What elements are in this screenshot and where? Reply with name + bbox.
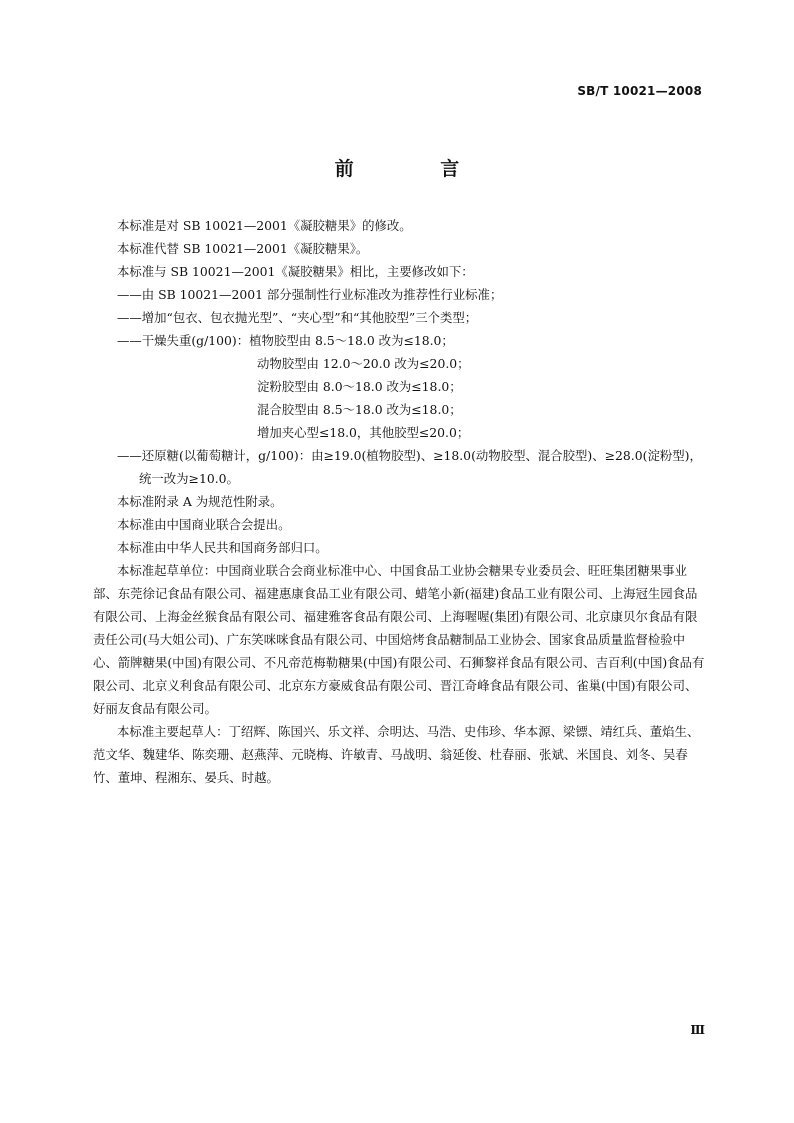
paragraph-administered-by: 本标准由中华人民共和国商务部归口。 — [117, 540, 328, 555]
change-item-1: ——由 SB 10021—2001 部分强制性行业标准改为推荐性行业标准； — [117, 287, 503, 302]
paragraph-replaces: 本标准代替 SB 10021—2001《凝胶糖果》。 — [117, 241, 369, 256]
change-item-3: ——干燥失重(g/100)：植物胶型由 8.5～18.0 改为≤18.0； — [117, 333, 454, 348]
paragraph-appendix: 本标准附录 A 为规范性附录。 — [117, 494, 283, 509]
change-item-3-filled-other: 增加夹心型≤18.0，其他胶型≤20.0； — [257, 425, 470, 440]
paragraph-proposed-by: 本标准由中国商业联合会提出。 — [117, 517, 291, 532]
change-item-3-mixed-gel: 混合胶型由 8.5～18.0 改为≤18.0； — [257, 402, 462, 417]
change-item-3-starch-gel: 淀粉胶型由 8.0～18.0 改为≤18.0； — [257, 379, 462, 394]
change-item-4: ——还原糖(以葡萄糖计，g/100)：由≥19.0(植物胶型)、≥18.0(动物胶型、混合胶型)、≥28.0(淀粉型)，统一改为≥10.0。 — [117, 448, 702, 486]
document-body — [93, 214, 707, 789]
standard-code: SB/T 10021—2008 — [577, 84, 702, 98]
page-number: Ⅲ — [690, 1023, 705, 1037]
change-item-2: ——增加“包衣、包衣抛光型”、“夹心型”和“其他胶型”三个类型； — [117, 310, 478, 325]
page-title: 前 言 — [334, 158, 500, 180]
change-item-3-animal-gel: 动物胶型由 12.0～20.0 改为≤20.0； — [257, 356, 470, 371]
paragraph-drafting-units: 本标准起草单位：中国商业联合会商业标准中心、中国食品工业协会糖果专业委员会、旺旺集团糖果事业部、东莞徐记食品有限公司、福建惠康食品工业有限公司、蜡笔小新(福建)食品工业有限公司、上海冠生园食品有限公司、上海金丝猴食品有限公司、福建雅客食品有限公司、上海喔喔(集团)有限公司、北京康贝尔食品有限责任公司(马大姐公司)、广东笑咪咪食品有限公司、中国焙烤食品糖制品工业协会、国家食品质量监督检验中心、箭牌糖果(中国)有限公司、不凡帝范梅勒糖果(中国)有限公司、石狮黎祥食品有限公司、吉百利(中国)食品有限公司、北京义利食品有限公司、北京东方豪威食品有限公司、晋江奇峰食品有限公司、雀巢(中国)有限公司、好丽友食品有限公司。 — [93, 563, 705, 716]
paragraph-main-changes: 本标准与 SB 10021—2001《凝胶糖果》相比，主要修改如下： — [117, 264, 474, 279]
paragraph-revision-note: 本标准是对 SB 10021—2001《凝胶糖果》的修改。 — [117, 218, 412, 233]
paragraph-drafters: 本标准主要起草人：丁绍辉、陈国兴、乐文祥、佘明达、马浩、史伟珍、华本源、梁镖、靖红兵、董焰生、范文华、魏建华、陈奕珊、赵燕萍、元晓梅、许敏青、马战明、翁延俊、杜春丽、张斌、米国良、刘冬、吴春竹、董坤、程湘东、晏兵、时越。 — [93, 724, 700, 785]
